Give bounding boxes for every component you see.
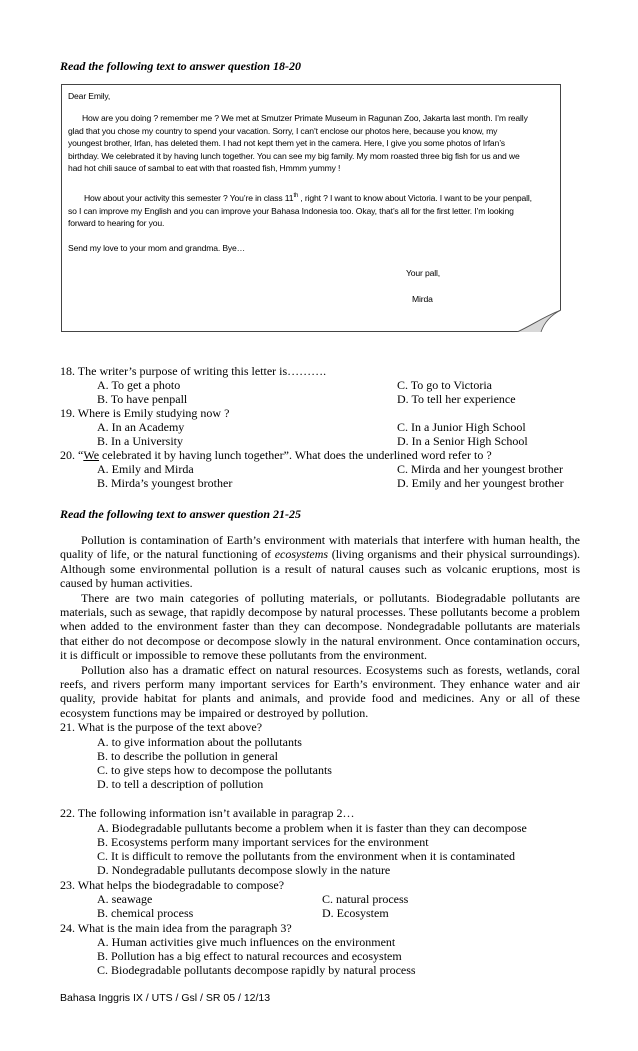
question-18: 18. The writer’s purpose of writing this letter is………. xyxy=(60,364,327,378)
letter-line: forward to hearing for you. xyxy=(68,218,165,229)
option-19-c: C. In a Junior High School xyxy=(397,420,526,434)
question-20 xyxy=(60,448,492,462)
question-22: 22. The following information isn’t available in paragrap 2… xyxy=(60,806,355,820)
option-18-a: A. To get a photo xyxy=(97,378,181,392)
section-heading-18-20: Read the following text to answer question 18-20 xyxy=(60,59,302,73)
passage-paragraph-1 xyxy=(60,533,580,591)
passage-italic: ecosystems xyxy=(274,547,329,562)
option-19-a: A. In an Academy xyxy=(97,420,185,434)
question-21: 21. What is the purpose of the text above? xyxy=(60,720,263,734)
option-24-b: B. Pollution has a big effect to natural recources and ecosystem xyxy=(97,949,402,963)
page-curl-icon xyxy=(517,310,561,332)
passage xyxy=(60,533,580,720)
letter-text: , right ? I want to know about Victoria. I want to be your penpall, xyxy=(298,193,532,203)
option-21-c: C. to give steps how to decompose the pollutants xyxy=(97,763,332,777)
option-24-a: A. Human activities give much influences on the environment xyxy=(97,935,396,949)
passage-paragraph-3: Pollution also has a dramatic effect on natural resources. Ecosystems such as forests, wetlands, coral reefs, and rivers perform many important services for Earth’s environment. They enhance water and air quality, provide habitat for plants and animals, and provide food and medicines. Any or all of these ecosystem functions may be impaired or destroyed by pollution. xyxy=(60,662,580,720)
option-19-d: D. In a Senior High School xyxy=(397,434,528,448)
option-20-b: B. Mirda’s youngest brother xyxy=(97,476,233,490)
letter-signature: Mirda xyxy=(412,294,433,304)
question-23: 23. What helps the biodegradable to compose? xyxy=(60,878,285,892)
option-18-c: C. To go to Victoria xyxy=(397,378,492,392)
option-23-c: C. natural process xyxy=(322,892,409,906)
option-20-d: D. Emily and her youngest brother xyxy=(397,476,564,490)
option-21-d: D. to tell a description of pollution xyxy=(97,777,264,791)
option-24-c: C. Biodegradable pollutants decompose rapidly by natural process xyxy=(97,963,416,977)
letter-closing: Your pall, xyxy=(406,268,441,278)
letter-line: had hot chili sauce of sambal to eat with that roasted fish, Hmmm yummy ! xyxy=(68,163,341,174)
option-22-d: D. Nondegradable pullutants decompose slowly in the nature xyxy=(97,863,391,877)
letter-line: so I can improve my English and you can improve your Bahasa Indonesia too. Okay, that’s all for the first letter. I’m looking xyxy=(68,205,514,216)
option-23-b: B. chemical process xyxy=(97,906,194,920)
letter-line: glad that you chose my country to spend your vacation. Sorry, I can’t enclose our photos here, because you know, my xyxy=(68,125,498,136)
passage-paragraph-2: There are two main categories of polluting materials, or pollutants. Biodegradable pollutants are materials, such as sewage, that rapidly decompose by natural processes. These pollutants become a problem when added to the environment faster than they can decompose. Nondegradable pollutants are materials that either do not decompose or decompose slowly in the natural environment. Once contamination occurs, it is difficult or impossible to remove these pollutants from the environment. xyxy=(60,590,580,663)
question-text: celebrated it by having lunch together”. What does the underlined word refer to ? xyxy=(99,448,492,462)
option-23-a: A. seawage xyxy=(97,892,153,906)
underlined-word: We xyxy=(83,448,100,462)
option-18-b: B. To have penpall xyxy=(97,392,188,406)
letter-line: How are you doing ? remember me ? We met at Smutzer Primate Museum in Ragunan Zoo, Jakarta last month. I’m really xyxy=(82,113,528,123)
option-19-b: B. In a University xyxy=(97,434,183,448)
letter-greeting: Dear Emily, xyxy=(68,91,111,101)
option-22-c: C. It is difficult to remove the pollutants from the environment when it is contaminated xyxy=(97,849,516,863)
letter-box xyxy=(61,84,561,332)
letter-line: Send my love to your mom and grandma. Bye… xyxy=(68,243,246,253)
question-24: 24. What is the main idea from the paragraph 3? xyxy=(60,921,292,935)
question-text: 20. “ xyxy=(60,448,84,462)
section-heading-21-25: Read the following text to answer question 21-25 xyxy=(60,507,302,521)
option-21-b: B. to describe the pollution in general xyxy=(97,749,278,763)
option-20-a: A. Emily and Mirda xyxy=(97,462,194,476)
option-22-b: B. Ecosystems perform many important services for the environment xyxy=(97,835,429,849)
option-22-a: A. Biodegradable pullutants become a problem when it is faster than they can decompose xyxy=(97,821,527,835)
letter-line: youngest brother, Irfan, has deleted them. I had not kept them yet in the camera. Here, I give you some photos of Irfan’s xyxy=(68,138,505,149)
letter-line xyxy=(84,192,532,205)
page-footer: Bahasa Inggris IX / UTS / Gsl / SR 05 / 12/13 xyxy=(60,992,271,1004)
passage-text: (living organisms and their physical surroundings). Although some environmental pollution is a result of natural causes such as volcanic eruptions, most is caused by human activities. xyxy=(60,547,580,591)
option-23-d: D. Ecosystem xyxy=(322,906,389,920)
question-19: 19. Where is Emily studying now ? xyxy=(60,406,230,420)
superscript: th xyxy=(293,193,299,200)
option-21-a: A. to give information about the pollutants xyxy=(97,735,302,749)
option-20-c: C. Mirda and her youngest brother xyxy=(397,462,563,476)
option-18-d: D. To tell her experience xyxy=(397,392,516,406)
letter-line: birthday. We celebrated it by having lunch together. You can see my big family. My mom roasted three big fish for us and we xyxy=(68,150,520,161)
passage-text: Pollution is contamination of Earth’s environment with materials that interfere with human health, the quality of life, or the natural functioning of xyxy=(60,533,580,562)
letter-text: How about your activity this semester ? You’re in class 11 xyxy=(84,193,294,203)
